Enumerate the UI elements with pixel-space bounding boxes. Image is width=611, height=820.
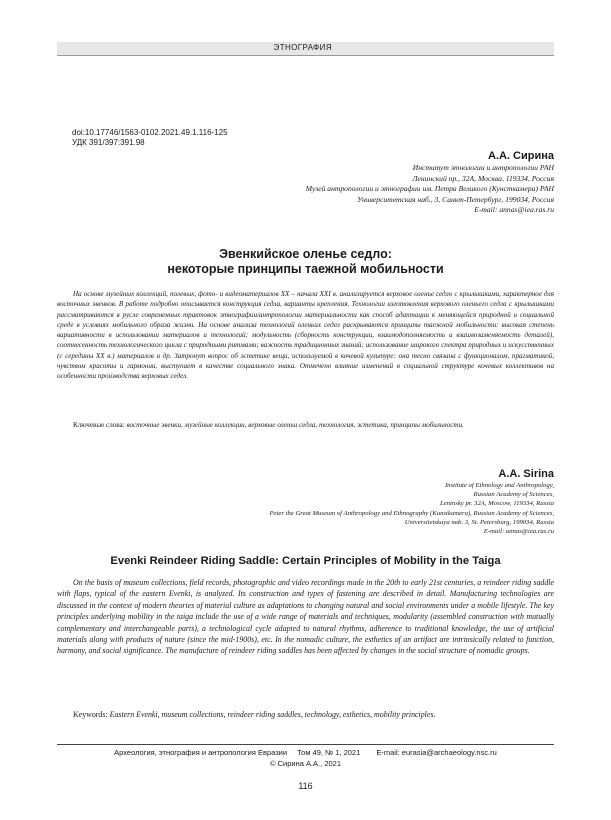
title-ru-line-2: некоторые принципы таежной мобильности <box>167 262 444 276</box>
affiliation-line: Leninsky pr. 32A, Moscow, 119334, Russia <box>440 500 554 508</box>
affiliation-line: Russian Academy of Sciences, <box>473 491 554 499</box>
affiliation-line: Peter the Great Museum of Anthropology and Ethnography (Kunstkamera), Russian Academy of Sciences, <box>269 509 554 517</box>
keywords-label-ru: Ключевые слова: <box>73 421 125 429</box>
footer <box>57 747 554 769</box>
article-title-en: Evenki Reindeer Riding Saddle: Certain Principles of Mobility in the Taiga <box>110 555 501 567</box>
journal-volume: Том 49, <box>297 748 324 757</box>
abstract-en: On the basis of museum collections, field records, photographic and video recordings made in the 20th to early 21st centuries, a reindeer riding saddle with flaps, typical of the eastern Evenki, is analyzed. Its construction and types of fastening are described in detail. Manufacturing technologies are discussed in the context of modern theories of material culture as adaptations to changing natural and social environments under a mobile lifestyle. The key principles underlying mobility in the taiga include the use of a wide range of materials and techniques, modularity (assembled construction with mutually complementary and interchangeable parts), a technological cycle adapted to natural rhythms, adherence to traditional knowledge, the use of artificial materials along with products of nature (since the mid-1900s), etc. In the nomadic culture, the esthetics of an artifact are intrinsically related to function, harmony, and social significance. The manufacture of reindeer riding saddles has been affected by changes in the social structure of nomadic groups. <box>57 578 554 656</box>
copyright: © Сирина А.А., 2021 <box>270 759 341 768</box>
journal-name: Археология, этнография и антропология Евразии <box>114 748 288 757</box>
affiliation-line: Institute of Ethnology and Anthropology, <box>444 482 554 489</box>
title-ru-line-1: Эвенкийское оленье седло: <box>219 247 392 261</box>
udc: УДК 391/397:391.98 <box>72 138 145 147</box>
keywords-text-en: Eastern Evenki, museum collections, reindeer riding saddles, technology, esthetics, mobility principles. <box>109 710 436 719</box>
keywords-ru <box>57 420 554 430</box>
article-title-ru <box>57 247 554 277</box>
affiliation-line: Ленинский пр., 32А, Москва, 119334, Россия <box>412 173 554 183</box>
section-header-bar <box>57 42 554 56</box>
journal-email: E-mail: eurasia@archaeology.nsc.ru <box>376 748 497 757</box>
keywords-en <box>57 709 554 720</box>
affiliation-line: Музей антропологии и этнографии им. Петра Великого (Кунсткамера) РАН <box>305 184 554 193</box>
doi: doi:10.17746/1563-0102.2021.49.1.116-125 <box>72 128 228 137</box>
author-name-ru: А.А. Сирина <box>487 150 554 162</box>
author-block-en <box>269 467 554 536</box>
journal-year: 2021 <box>343 748 361 757</box>
affiliation-line: Институт этнологии и антропологии РАН <box>412 163 554 172</box>
page-number: 116 <box>298 781 313 791</box>
author-email-en: E-mail: annas@iea.ras.ru <box>483 528 554 536</box>
keywords-text-ru: восточные эвенки, музейные коллекции, верховые оленьи седла, технология, эстетика, принципы мобильности. <box>126 421 464 429</box>
journal-issue: № 1, <box>325 748 342 757</box>
footer-journal-line <box>57 747 554 758</box>
affiliation-line: Universitetskaya nab. 3, St. Petersburg, 199034, Russia <box>404 518 554 526</box>
author-email-ru: E-mail: annas@iea.ras.ru <box>474 205 554 214</box>
keywords-label-en: Keywords: <box>73 710 108 719</box>
section-title: ЭТНОГРАФИЯ <box>273 43 332 52</box>
footer-divider <box>57 744 554 745</box>
author-name-en: A.A. Sirina <box>498 468 554 480</box>
article-meta <box>72 128 228 148</box>
abstract-ru: На основе музейных коллекций, полевых, фото- и видеоматериалов XX – начала XXI в. анализируется верховое оленье седло с крылышками, характерное для восточных эвенков. В работе подробно описывается конструкция седла, варианты крепления. Технологии изготовления верхового оленьего седла с крылышками рассматриваются в русле современных трактовок этнографии/антропологии материальности как способ адаптации к меняющейся природной и социальной среде в условиях мобильного образа жизни. На основе анализа технологий оленьих седел раскрываются принципы таежной мобильности: высокая степень вариативности в использовании материалов и технологий; модульность (сборность конструкции, взаимодополняемость и взаимозаменяемость деталей), соотнесенность технологического цикла с природными ритмами; важность традиционных знаний; использование широкого спектра природных и искусственных (с середины XX в.) материалов и др. Затронут вопрос об эстетике вещи, используемой в кочевой культуре: она тесно связана с функционалом, прагматикой, чувством красоты и гармонии, выступает в качестве социального знака. Отмечено влияние изменений в социальной структуре кочевых коллективов на особенности производства верховых седел. <box>57 290 554 381</box>
affiliation-line: Университетская наб., 3, Санкт-Петербург, 199034, Россия <box>357 194 554 204</box>
author-block-ru <box>306 149 554 216</box>
